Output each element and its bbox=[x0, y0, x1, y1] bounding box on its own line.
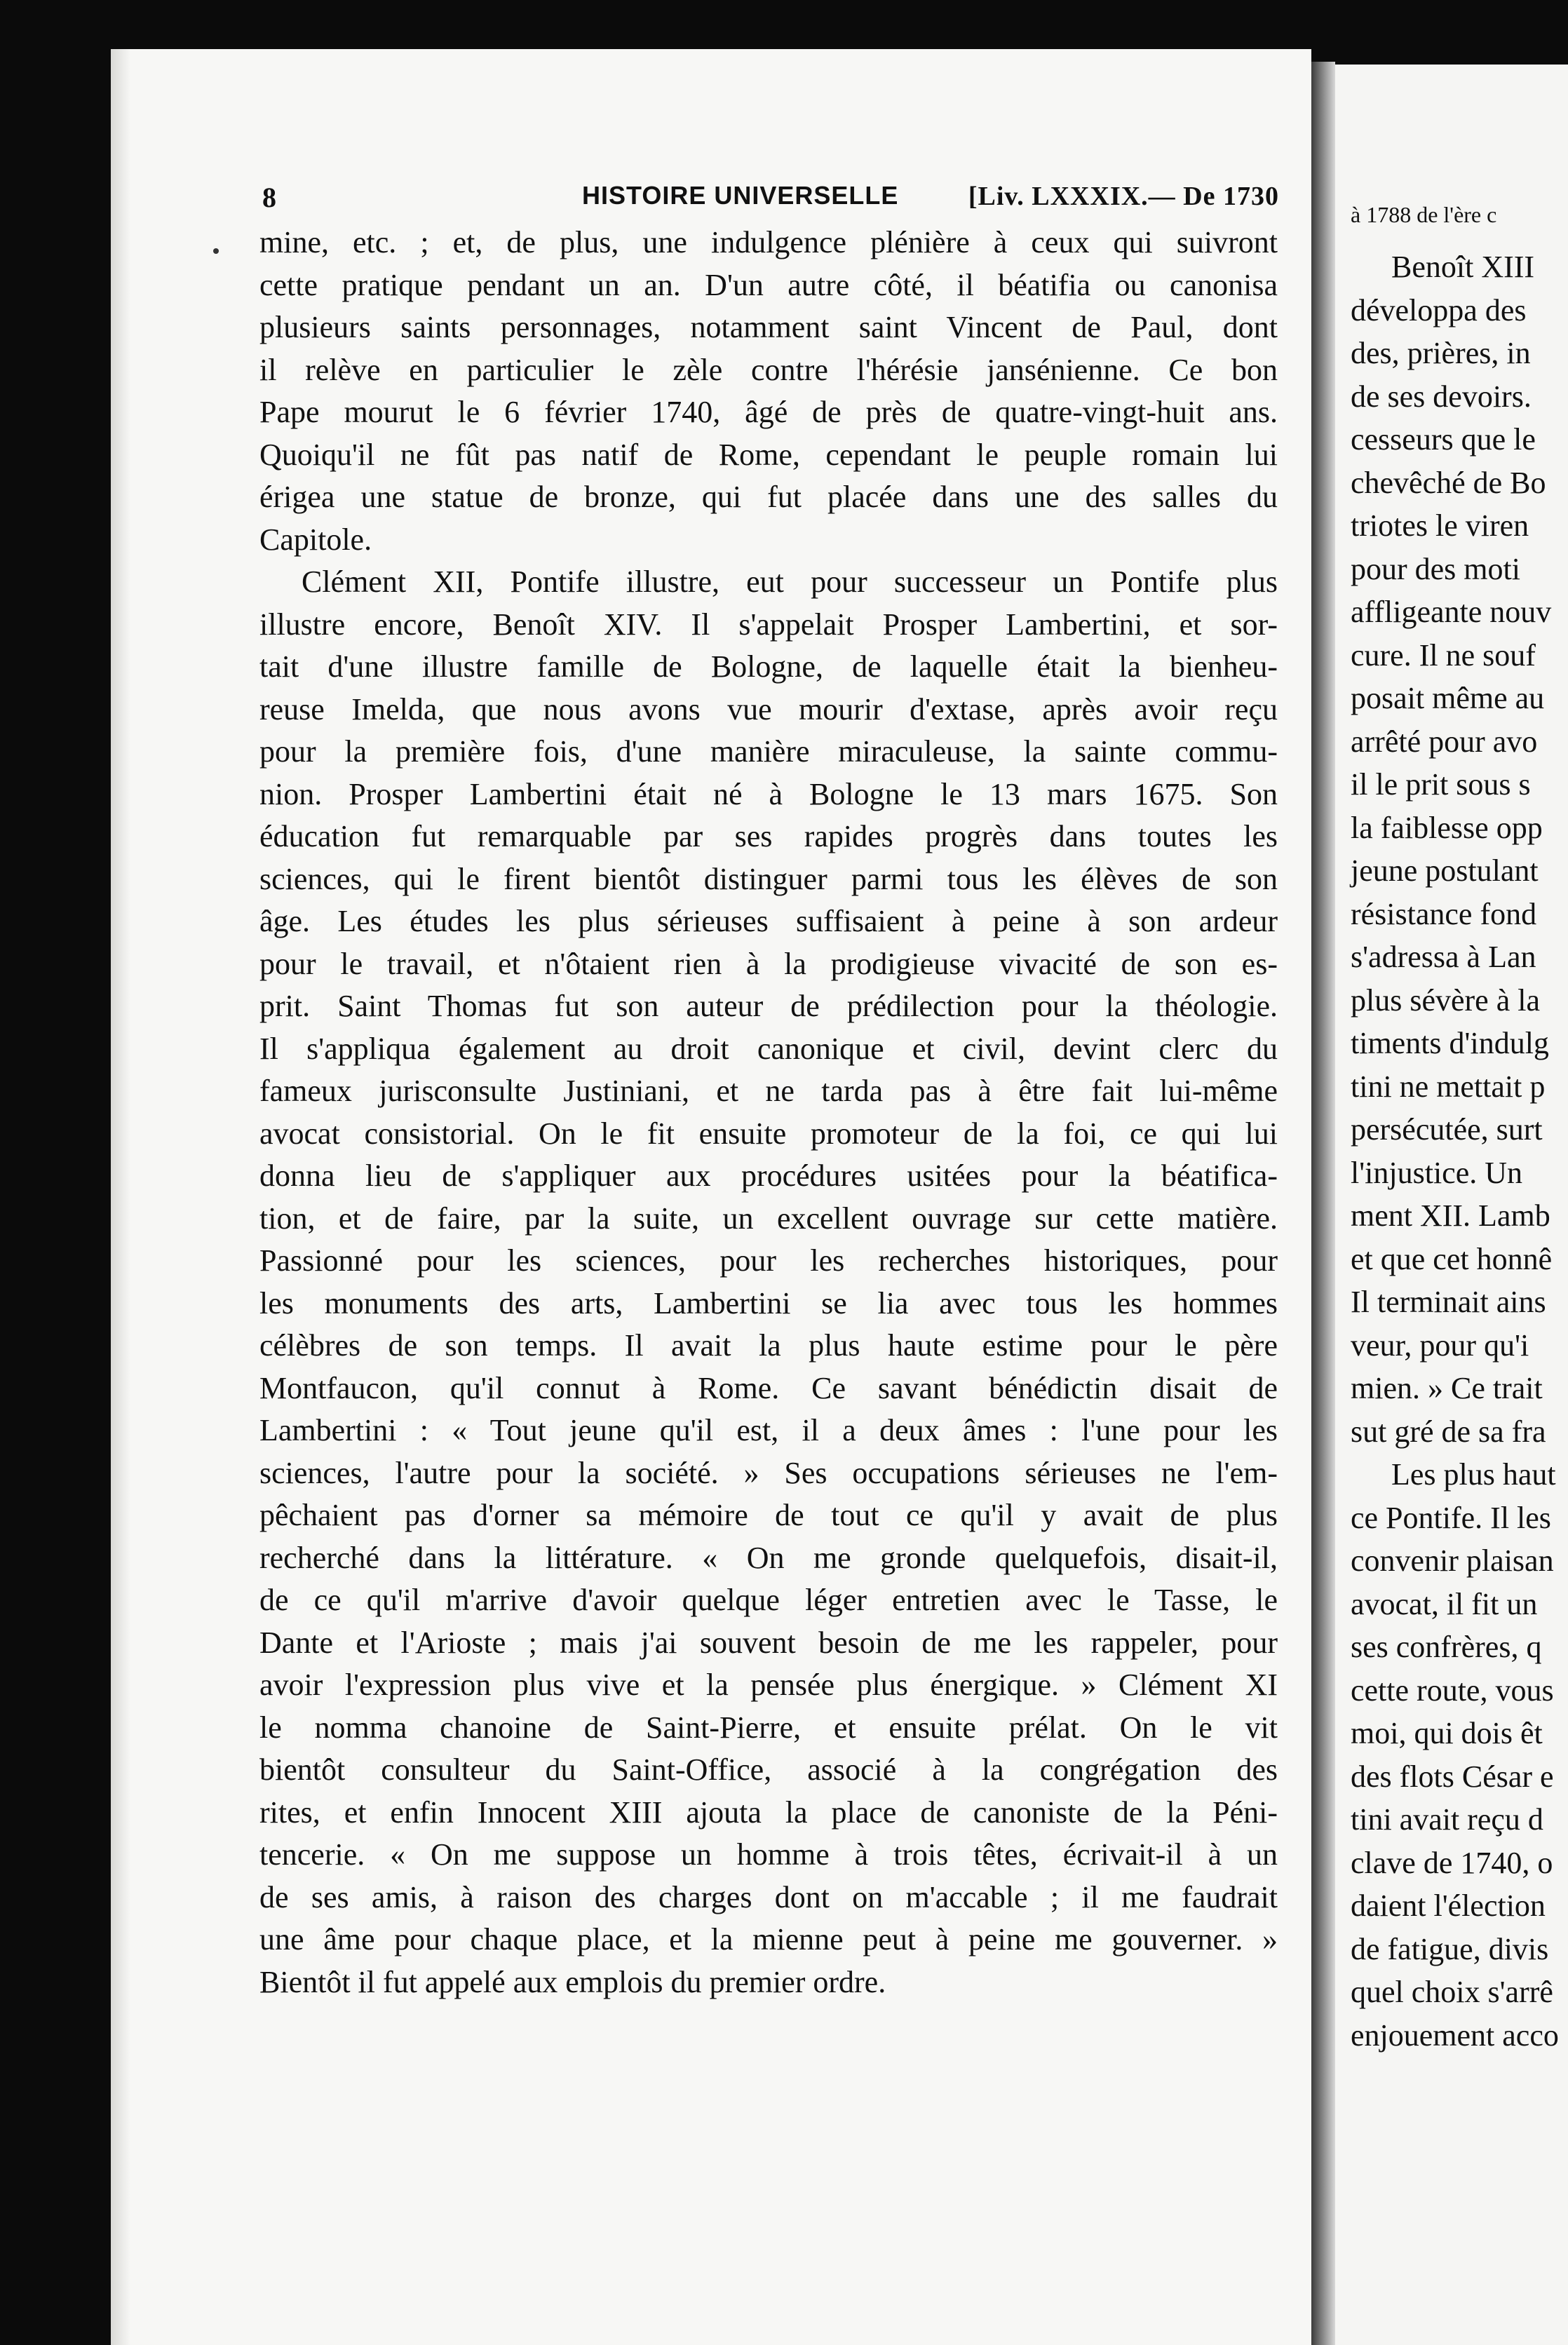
text-line: Capitole. bbox=[259, 522, 372, 557]
chapter-range: [Liv. LXXXIX.— De 1730 bbox=[968, 182, 1279, 211]
text-line: Bientôt il fut appelé aux emplois du premier ordre. bbox=[259, 1964, 886, 1999]
text-line: tini ne mettait p bbox=[1351, 1069, 1546, 1104]
text-line: la faiblesse opp bbox=[1351, 810, 1543, 845]
text-line: de ses amis, à raison des charges dont on m'accable ; il me faudrait bbox=[259, 1879, 1278, 1914]
text-line: bientôt consulteur du Saint-Office, associé à la congrégation des bbox=[259, 1752, 1278, 1787]
text-line: mien. » Ce trait bbox=[1351, 1371, 1543, 1405]
text-line: enjouement acco bbox=[1351, 2018, 1559, 2053]
text-line: âge. Les études les plus sérieuses suffisaient à peine à son ardeur bbox=[259, 904, 1278, 938]
text-line: développa des bbox=[1351, 292, 1527, 327]
right-page-text bbox=[1351, 245, 1559, 2057]
text-line: Lambertini : « Tout jeune qu'il est, il a deux âmes : l'une pour les bbox=[259, 1413, 1278, 1447]
text-line: Il s'appliqua également au droit canonique et civil, devint clerc du bbox=[259, 1031, 1278, 1066]
text-line: éducation fut remarquable par ses rapides progrès dans toutes les bbox=[259, 819, 1278, 853]
text-line: les monuments des arts, Lambertini se lia avec tous les hommes bbox=[259, 1285, 1278, 1320]
text-line: pour le travail, et n'ôtaient rien à la prodigieuse vivacité de son es- bbox=[259, 946, 1278, 981]
text-line: le nomma chanoine de Saint-Pierre, et ensuite prélat. On le vit bbox=[259, 1710, 1278, 1745]
text-line: érigea une statue de bronze, qui fut placée dans une des salles du bbox=[259, 480, 1278, 514]
book-gutter bbox=[1311, 62, 1335, 2345]
text-line: il le prit sous s bbox=[1351, 767, 1531, 802]
text-line: sciences, qui le firent bientôt distinguer parmi tous les élèves de son bbox=[259, 861, 1278, 896]
text-line: persécutée, surt bbox=[1351, 1112, 1543, 1147]
text-line: l'injustice. Un bbox=[1351, 1155, 1523, 1190]
text-line: Il terminait ains bbox=[1351, 1285, 1546, 1319]
text-line: posait même au bbox=[1351, 681, 1545, 715]
text-line: moi, qui dois êt bbox=[1351, 1716, 1543, 1750]
running-header bbox=[153, 181, 1279, 223]
text-line: célèbres de son temps. Il avait la plus haute estime pour le père bbox=[259, 1328, 1278, 1363]
text-line: tait d'une illustre famille de Bologne, de laquelle était la bienheu- bbox=[259, 649, 1278, 684]
text-line: mine, etc. ; et, de plus, une indulgence plénière à ceux qui suivront bbox=[259, 225, 1278, 259]
text-line: cette route, vous bbox=[1351, 1672, 1554, 1708]
text-line: Clément XII, Pontife illustre, eut pour successeur un Pontife plus bbox=[302, 565, 1278, 599]
text-line: sut gré de sa fra bbox=[1351, 1414, 1546, 1449]
text-line: plusieurs saints personnages, notamment saint Vincent de Paul, dont bbox=[259, 310, 1278, 344]
text-line: Les plus haut bbox=[1391, 1457, 1556, 1492]
text-line: ment XII. Lamb bbox=[1351, 1198, 1550, 1233]
text-line: chevêché de Bo bbox=[1351, 465, 1546, 500]
text-line: pour des moti bbox=[1351, 551, 1520, 586]
text-line: Passionné pour les sciences, pour les recherches historiques, pour bbox=[259, 1243, 1278, 1278]
text-line: pêchaient pas d'orner sa mémoire de tout ce qu'il y avait de plus bbox=[259, 1498, 1278, 1532]
text-line: avoir l'expression plus vive et la pensée plus énergique. » Clément XI bbox=[259, 1668, 1278, 1702]
text-line: Dante et l'Arioste ; mais j'ai souvent besoin de me les rappeler, pour bbox=[259, 1625, 1278, 1660]
text-line: quel choix s'arrê bbox=[1351, 1975, 1553, 2009]
text-line: cesseurs que le bbox=[1351, 422, 1536, 457]
right-page bbox=[1335, 65, 1568, 2345]
text-line: Quoiqu'il ne fût pas natif de Rome, cependant le peuple romain lui bbox=[259, 437, 1278, 472]
text-line: tion, et de faire, par la suite, un excellent ouvrage sur cette matière. bbox=[259, 1201, 1278, 1236]
text-line: s'adressa à Lan bbox=[1351, 940, 1536, 974]
text-line: ses confrères, q bbox=[1351, 1630, 1542, 1664]
text-line: de ce qu'il m'arrive d'avoir quelque léger entretien avec le Tasse, le bbox=[259, 1583, 1278, 1617]
text-line: illustre encore, Benoît XIV. Il s'appelait Prosper Lambertini, et sor- bbox=[259, 607, 1278, 642]
text-line: Montfaucon, qu'il connut à Rome. Ce savant bénédictin disait de bbox=[259, 1370, 1278, 1405]
text-line: prit. Saint Thomas fut son auteur de prédilection pour la théologie. bbox=[259, 989, 1278, 1023]
text-line: plus sévère à la bbox=[1351, 982, 1540, 1018]
text-line: daient l'élection bbox=[1351, 1888, 1546, 1923]
text-line: et que cet honnê bbox=[1351, 1241, 1553, 1276]
text-line: reuse Imelda, que nous avons vue mourir d'extase, après avoir reçu bbox=[259, 691, 1278, 727]
text-line: une âme pour chaque place, et la mienne peut à peine me gouverner. » bbox=[259, 1922, 1278, 1957]
text-line: sciences, l'autre pour la société. » Ses occupations sérieuses ne l'em- bbox=[259, 1455, 1278, 1490]
text-line: recherché dans la littérature. « On me gronde quelquefois, disait-il, bbox=[259, 1540, 1278, 1575]
text-line: il relève en particulier le zèle contre l'hérésie jansénienne. Ce bon bbox=[259, 352, 1278, 387]
text-line: arrêté pour avo bbox=[1351, 724, 1538, 759]
text-line: cure. Il ne souf bbox=[1351, 637, 1536, 673]
text-line: ce Pontife. Il les bbox=[1351, 1500, 1551, 1535]
text-line: jeune postulant bbox=[1351, 853, 1539, 888]
text-line: timents d'indulg bbox=[1351, 1026, 1549, 1060]
text-line: tencerie. « On me suppose un homme à trois têtes, écrivait-il à un bbox=[259, 1837, 1278, 1872]
text-line: de ses devoirs. bbox=[1351, 379, 1532, 414]
text-line: avocat consistorial. On le fit ensuite promoteur de la foi, ce qui lui bbox=[259, 1116, 1278, 1151]
text-line: donna lieu de s'appliquer aux procédures usitées pour la béatifica- bbox=[259, 1158, 1278, 1193]
text-line: convenir plaisan bbox=[1351, 1543, 1554, 1578]
text-line: cette pratique pendant un an. D'un autre côté, il béatifia ou canonisa bbox=[259, 267, 1278, 302]
text-line: des, prières, in bbox=[1351, 336, 1531, 370]
text-line: rites, et enfin Innocent XIII ajouta la place de canoniste de la Péni- bbox=[259, 1795, 1278, 1830]
text-line: tini avait reçu d bbox=[1351, 1802, 1543, 1837]
page-number: 8 bbox=[262, 182, 277, 213]
right-running-header: à 1788 de l'ère c bbox=[1351, 202, 1497, 227]
running-title: HISTOIRE UNIVERSELLE bbox=[582, 181, 899, 210]
text-line: résistance fond bbox=[1351, 896, 1537, 931]
text-line: veur, pour qu'i bbox=[1351, 1327, 1529, 1363]
text-line: triotes le viren bbox=[1351, 508, 1529, 543]
text-line: Benoît XIII bbox=[1391, 250, 1535, 284]
text-line: nion. Prosper Lambertini était né à Bologne le 13 mars 1675. Son bbox=[259, 776, 1278, 811]
text-line: de fatigue, divis bbox=[1351, 1931, 1549, 1966]
text-line: avocat, il fit un bbox=[1351, 1586, 1538, 1621]
text-line: pour la première fois, d'une manière miraculeuse, la sainte commu- bbox=[259, 734, 1278, 769]
text-line: clave de 1740, o bbox=[1351, 1845, 1553, 1880]
body-text bbox=[259, 222, 1278, 2003]
text-line: Pape mourut le 6 février 1740, âgé de près de quatre-vingt-huit ans. bbox=[259, 395, 1278, 429]
text-line: affligeante nouv bbox=[1351, 595, 1552, 629]
margin-mark bbox=[213, 248, 219, 254]
text-line: fameux jurisconsulte Justiniani, et ne tarda pas à être fait lui-même bbox=[259, 1074, 1278, 1108]
text-line: des flots César e bbox=[1351, 1759, 1554, 1794]
